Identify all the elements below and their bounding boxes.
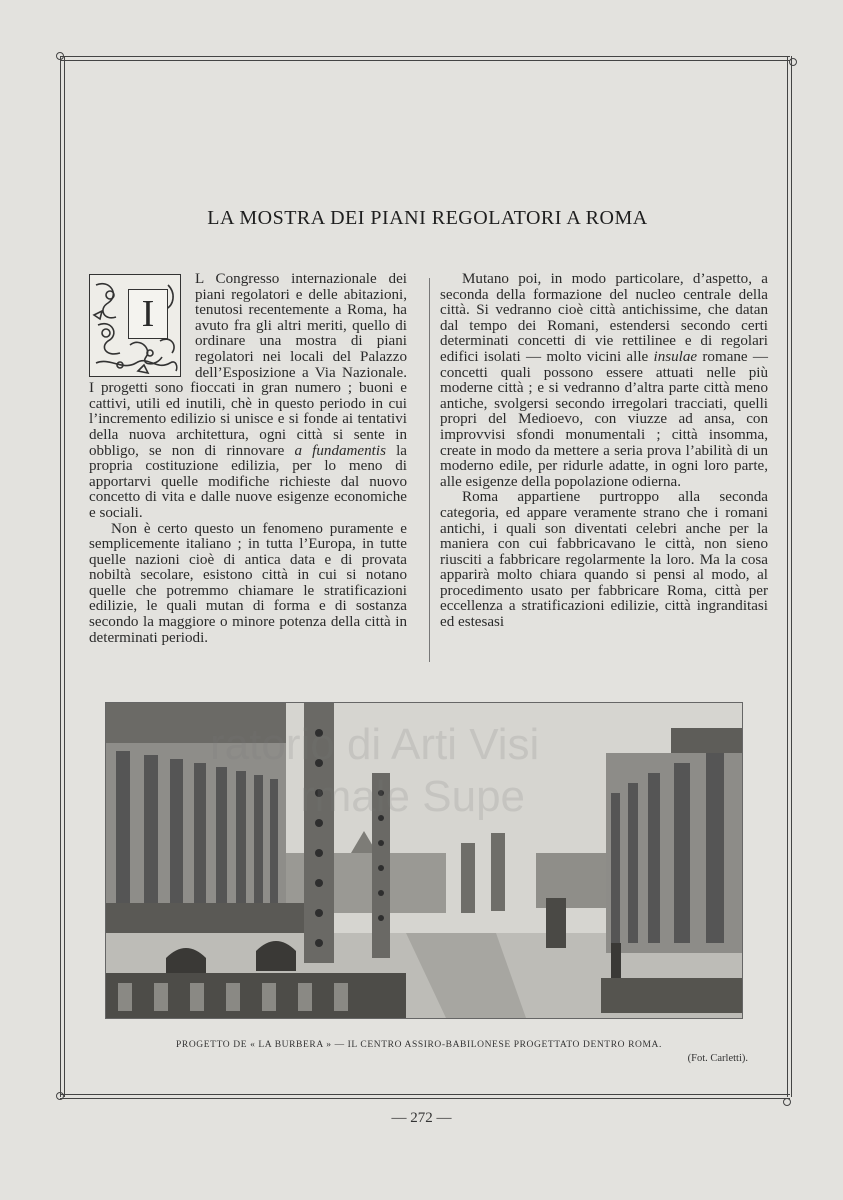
corner-ornament-bottom-right [783, 1098, 791, 1106]
frame-bottom-rule [60, 1094, 790, 1099]
decorated-initial [89, 274, 181, 377]
corner-ornament-bottom-left [56, 1092, 64, 1100]
italic-phrase: a fundamentis [294, 442, 386, 459]
article-title: LA MOSTRA DEI PIANI REGOLATORI A ROMA [207, 207, 648, 229]
paragraph-text: la propria costituzione edilizia, per lo meno di apportarvi quelle modifiche richieste dal nuovo concetto di vita e dalle nuove esigenze economiche e sociali. [89, 442, 408, 521]
photo-credit: (Fot. Carletti). [687, 1053, 748, 1064]
page-number: — 272 — [391, 1110, 452, 1126]
frame-right-rule [787, 56, 792, 1097]
frame-left-rule [60, 56, 65, 1097]
corner-ornament-top-left [56, 52, 64, 60]
paragraph: Non è certo questo un fenomeno puramente e semplicemente italiano ; in tutta l’Europa, in tutte quelle nazioni cioè di antica data e di provata nobiltà secolare, esistono città in cui si notano quelle che potremmo chiamare le stratificazioni edilizie, le quali mutan di forma e di sostanza secondo la maggiore o minore potenza della città in determinati periodi. [89, 520, 407, 646]
left-column [89, 272, 407, 646]
paragraph [440, 272, 768, 490]
column-divider [429, 278, 430, 662]
corner-ornament-top-right [789, 58, 797, 66]
paragraph-text: romane — concetti quali possono essere attuati nelle più moderne città ; e si vedranno d’altra parte città meno antiche, svolgersi secondo irregolari tracciati, quelli propri del Medioevo, con viuzze ad ansa, con improvvisi sfondi monumentali ; città insomma, create in modo da mettere a seria prova l’abilità di un moderno edile, per ridurle adatte, in ogni loro parte, alle esigenze della popolazione odierna. [440, 348, 768, 490]
frame-top-rule [60, 56, 790, 61]
dropcap-letter: I [128, 289, 168, 339]
paragraph: Roma appartiene purtroppo alla seconda categoria, ed appare veramente strano che i romani antichi, i quali son diventati celebri anche per la maniera con cui fabbricavano le città, non sieno riusciti a fabbricare regolarmente la loro. Ma la cosa apparirà molto chiara quando si pensi al modo, al procedimento usato per fabbricare Roma, città per eccellenza a stratificazioni edilizie, città ingranditasi ed estesasi [440, 489, 768, 631]
italic-phrase: insulae [653, 348, 698, 365]
figure-caption: PROGETTO DE « LA BURBERA » — IL CENTRO ASSIRO-BABILONESE PROGETTATO DENTRO ROMA. [176, 1040, 662, 1050]
watermark-text: ratorio di Arti Visi [210, 720, 540, 769]
paragraph-text: Mutano poi, in modo particolare, d’aspetto, a seconda della formazione del nucleo centrale della città. Si vedranno cioè città antichissime, che datan dal tempo dei Romani, estendersi secondo certi determinati concetti di vie rettilinee e di regolari edifici isolati — molto vicini alle [440, 271, 768, 365]
right-column [440, 272, 768, 631]
watermark-text: rmale Supe [300, 772, 526, 821]
paragraph-text: L Congresso internazionale dei piani regolatori e delle abitazioni, tenutosi recentemente a Roma, ha avuto fra gli altri meriti, quello di ordinare una mostra di piani regolatori nei locali del Palazzo dell’Esposizione a Via Nazionale. I progetti sono fioccati in gran numero ; buoni e cattivi, utili ed inutili, chè in questo periodo in cui l’incremento edilizio si unisce e si fonde ai tentativi della nuova architettura, ogni città si sente in obbligo, se non di rinnovare [89, 271, 407, 459]
